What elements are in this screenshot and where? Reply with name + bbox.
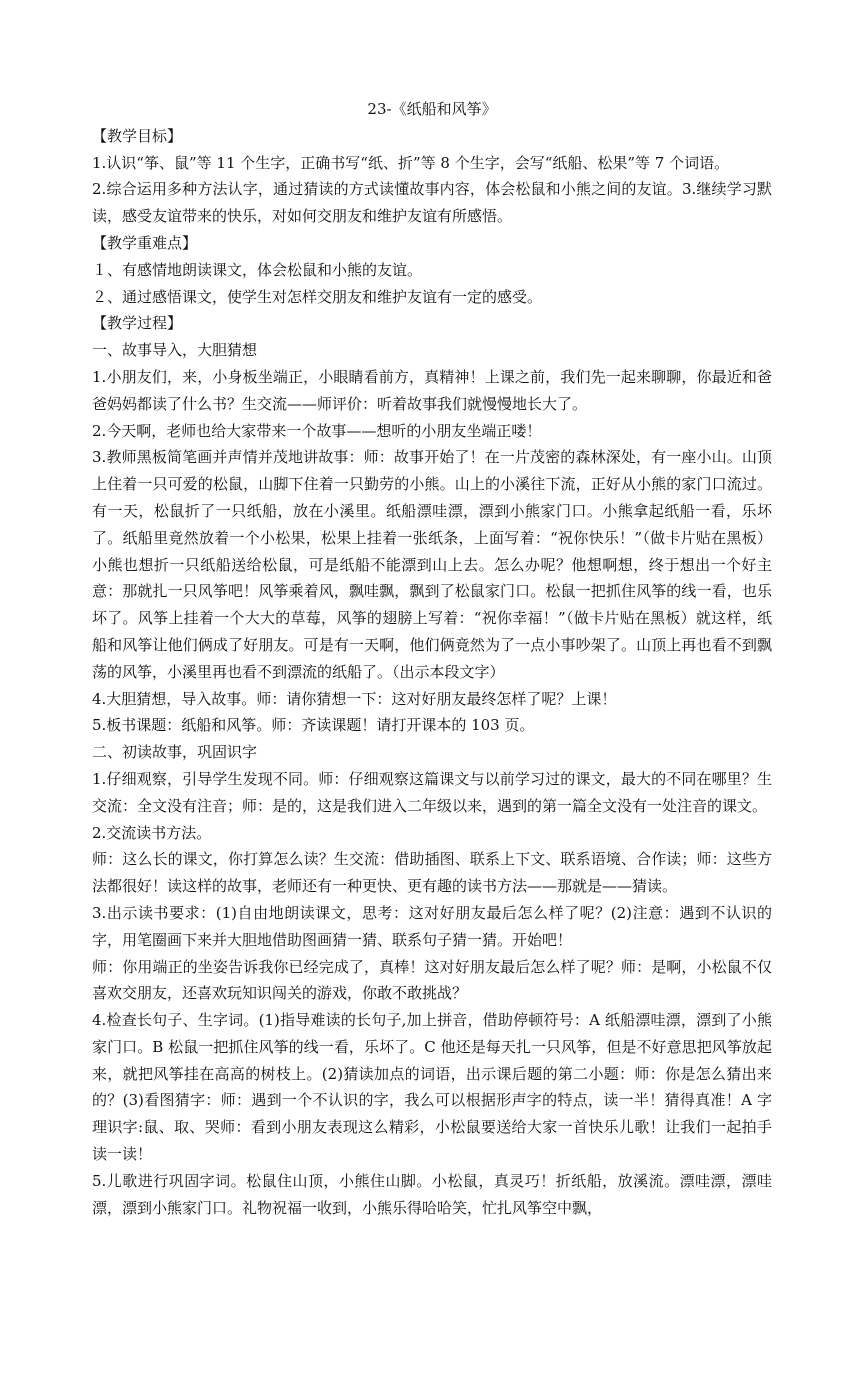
paragraph: 5.儿歌进行巩固字词。松鼠住山顶，小熊住山脚。小松鼠，真灵巧！折纸船，放溪流。漂哇漂，漂哇漂，漂到小熊家门口。礼物祝福一收到，小熊乐得哈哈笑，忙扎风筝空中飘， <box>92 1171 772 1217</box>
paragraph: 1.小朋友们，来，小身板坐端正，小眼睛看前方，真精神！上课之前，我们先一起来聊聊，你最近和爸爸妈妈都读了什么书？生交流——师评价：听着故事我们就慢慢地长大了。 <box>92 367 772 413</box>
document-title: 23-《纸船和风筝》 <box>367 100 497 118</box>
section-heading-objectives: 【教学目标】 <box>92 126 183 145</box>
paragraph: 师：你用端正的坐姿告诉我你已经完成了，真棒！这对好朋友最后怎么样了呢？师：是啊，小松鼠不仅喜欢交朋友，还喜欢玩知识闯关的游戏，你敢不敢挑战？ <box>92 957 772 1003</box>
paragraph: 2.综合运用多种方法认字，通过猜读的方式读懂故事内容，体会松鼠和小熊之间的友谊。3.继续学习默读，感受友谊带来的快乐，对如何交朋友和维护友谊有所感悟。 <box>92 180 772 226</box>
paragraph: 4.大胆猜想，导入故事。师：请你猜想一下：这对好朋友最终怎样了呢？上课！ <box>92 689 617 708</box>
section-heading-key-points: 【教学重难点】 <box>92 233 198 252</box>
subsection-heading: 一、故事导入，大胆猜想 <box>92 341 258 360</box>
section-heading-process: 【教学过程】 <box>92 314 183 333</box>
paragraph: １、有感情地朗读课文，体会松鼠和小熊的友谊。 <box>92 260 423 279</box>
paragraph: 1.仔细观察，引导学生发现不同。师：仔细观察这篇课文与以前学习过的课文，最大的不同在哪里？生交流：全文没有注音；师：是的，这是我们进入二年级以来，遇到的第一篇全文没有一处注音的课文。 <box>92 769 772 815</box>
paragraph: 5.板书课题：纸船和风筝。师：齐读课题！请打开课本的 103 页。 <box>92 716 535 735</box>
paragraph: 2.今天啊，老师也给大家带来一个故事——想听的小朋友坐端正喽！ <box>92 421 542 440</box>
paragraph: 3.出示读书要求：(1)自由地朗读课文，思考：这对好朋友最后怎么样了呢？(2)注意：遇到不认识的字，用笔圈画下来并大胆地借助图画猜一猜、联系句子猜一猜。开始吧！ <box>92 903 772 949</box>
paragraph: 2.交流读书方法。 <box>92 823 212 842</box>
subsection-heading: 二、初读故事，巩固识字 <box>92 743 258 762</box>
paragraph: 3.教师黑板简笔画并声情并茂地讲故事：师：故事开始了！在一片茂密的森林深处，有一座小山。山顶上住着一只可爱的松鼠，山脚下住着一只勤劳的小熊。山上的小溪往下流，正好从小熊的家门口流过。有一天，松鼠折了一只纸船，放在小溪里。纸船漂哇漂，漂到小熊家门口。小熊拿起纸船一看，乐坏了。纸船里竟然放着一个小松果，松果上挂着一张纸条，上面写着：“祝你快乐！”（做卡片贴在黑板）小熊也想折一只纸船送给松鼠，可是纸船不能漂到山上去。怎么办呢？他想啊想，终于想出一个好主意：那就扎一只风筝吧！风筝乘着风，飘哇飘，飘到了松鼠家门口。松鼠一把抓住风筝的线一看，也乐坏了。风筝上挂着一个大大的草莓，风筝的翅膀上写着：“祝你幸福！”（做卡片贴在黑板）就这样，纸船和风筝让他们俩成了好朋友。可是有一天啊，他们俩竟然为了一点小事吵架了。山顶上再也看不到飘荡的风筝，小溪里再也看不到漂流的纸船了。（出示本段文字） <box>92 448 772 681</box>
paragraph: 师：这么长的课文，你打算怎么读？生交流：借助插图、联系上下文、联系语境、合作读；师：这些方法都很好！读这样的故事，老师还有一种更快、更有趣的读书方法——那就是——猜读。 <box>92 850 772 896</box>
paragraph: 1.认识“筝、鼠”等 11 个生字，正确书写“纸、折”等 8 个生字，会写“纸船、松果”等 7 个词语。 <box>92 153 730 172</box>
paragraph: 4.检查长句子、生字词。(1)指导难读的长句子,加上拼音，借助停顿符号：A 纸船漂哇漂，漂到了小熊家门口。B 松鼠一把抓住风筝的线一看，乐坏了。C 他还是每天扎一只风筝，但是不好意思把风筝放起来，就把风筝挂在高高的树枝上。(2)猜读加点的词语，出示课后题的第二小题：师：你是怎么猜出来的？(3)看图猜字：师：遇到一个不认识的字，我么可以根据形声字的特点，读一半！猜得真准！A 字理识字:鼠、取、哭师：看到小朋友表现这么精彩，小松鼠要送给大家一首快乐儿歌！让我们一起拍手读一读！ <box>92 1011 772 1164</box>
document-page <box>92 96 772 1221</box>
paragraph: ２、通过感悟课文，使学生对怎样交朋友和维护友谊有一定的感受。 <box>92 287 543 306</box>
